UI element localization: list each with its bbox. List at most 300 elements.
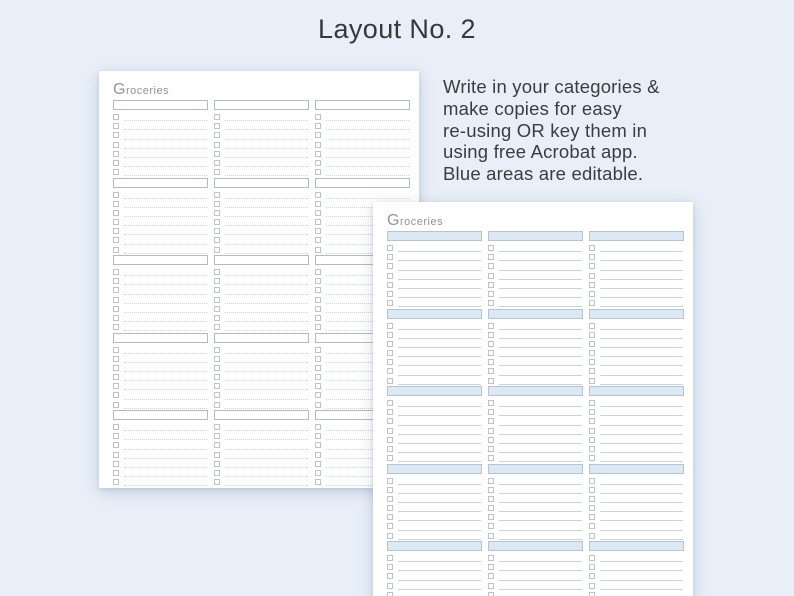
write-line [225,157,308,158]
checkbox-icon [113,247,119,253]
write-line [326,175,409,176]
checkbox-icon [315,228,321,234]
checkbox-icon [488,592,494,596]
category-block [387,464,482,542]
checklist-item [214,131,309,140]
checklist-item [214,150,309,159]
checkbox-icon [387,564,393,570]
checklist-item [488,477,583,486]
checklist-item [214,423,309,432]
checklist-item [387,244,482,253]
checkbox-icon [387,254,393,260]
checkbox-icon [214,402,220,408]
checkbox-icon [387,282,393,288]
category-name-field [214,410,309,420]
write-line [124,129,207,130]
checkbox-icon [315,114,321,120]
write-line [124,166,207,167]
checkbox-icon [315,356,321,362]
checkbox-icon [214,287,220,293]
write-line [499,561,582,562]
checklist-item [488,554,583,563]
write-line [499,375,582,376]
checkbox-icon [589,533,595,539]
write-line [124,408,207,409]
checkbox-icon [589,300,595,306]
checkbox-icon [113,151,119,157]
checklist-item [488,322,583,331]
write-line [398,580,481,581]
checkbox-icon [113,356,119,362]
category-block [488,464,583,542]
checklist-item [488,408,583,417]
sheet-title: Groceries [387,212,444,229]
checkbox-icon [315,151,321,157]
checklist-item [113,391,208,400]
checkbox-icon [387,428,393,434]
write-line [600,251,683,252]
write-line [326,166,409,167]
category-block [387,541,482,596]
checklist-item [387,427,482,436]
checklist-item [387,408,482,417]
checkbox-icon [315,132,321,138]
checklist-item [387,436,482,445]
write-line [225,439,308,440]
checkbox-icon [214,383,220,389]
checkbox-icon [488,418,494,424]
checkbox-icon [488,428,494,434]
checklist-item [387,399,482,408]
write-line [600,306,683,307]
checklist-item [589,253,684,262]
checklist-item [589,582,684,591]
category-block [589,386,684,464]
category-block [589,464,684,542]
checkbox-icon [488,400,494,406]
checklist-item [214,268,309,277]
category-name-field-editable [387,386,482,396]
description-line: Blue areas are editable. [443,163,644,185]
write-line [225,389,308,390]
write-line [499,511,582,512]
category-block [214,178,309,256]
checklist-item [113,305,208,314]
category-name-field [214,100,309,110]
checkbox-icon [214,169,220,175]
checkbox-icon [315,201,321,207]
category-block [113,100,208,178]
checkbox-icon [214,201,220,207]
write-line [225,476,308,477]
checkbox-icon [214,324,220,330]
write-line [326,129,409,130]
write-line [600,356,683,357]
checklist-item [315,168,410,177]
checklist-item [214,401,309,410]
write-line [499,288,582,289]
checklist-item [315,141,410,150]
write-line [398,356,481,357]
write-line [499,425,582,426]
checklist-item [589,244,684,253]
checklist-item [488,572,583,581]
checkbox-icon [214,424,220,430]
checkbox-icon [315,470,321,476]
checkbox-icon [315,247,321,253]
checkbox-icon [113,132,119,138]
checkbox-icon [387,514,393,520]
write-line [600,434,683,435]
checklist-item [214,305,309,314]
checkbox-icon [488,514,494,520]
checkbox-icon [589,368,595,374]
checkbox-icon [113,374,119,380]
checklist-item [589,427,684,436]
checkbox-icon [589,332,595,338]
checkbox-icon [214,278,220,284]
category-block [214,255,309,333]
category-block [488,231,583,309]
checkbox-icon [589,263,595,269]
write-line [124,275,207,276]
checkbox-icon [387,359,393,365]
write-line [398,365,481,366]
checkbox-icon [488,341,494,347]
checklist-item [113,478,208,487]
checkbox-icon [387,523,393,529]
checklist-item [387,340,482,349]
write-line [124,216,207,217]
checkbox-icon [589,282,595,288]
checklist-item [488,340,583,349]
write-line [124,362,207,363]
checklist-item [589,454,684,463]
checklist-item [113,451,208,460]
checklist-item [315,150,410,159]
checkbox-icon [315,297,321,303]
checkbox-icon [488,254,494,260]
checklist-item [488,281,583,290]
checklist-item [589,331,684,340]
checkbox-icon [589,505,595,511]
checklist-item [488,377,583,386]
checklist-item [387,572,482,581]
write-line [600,365,683,366]
checkbox-icon [387,378,393,384]
usage-instructions [443,76,703,185]
write-line [499,329,582,330]
category-name-field [113,410,208,420]
write-line [225,362,308,363]
category-name-field-editable [589,541,684,551]
category-name-field-editable [488,464,583,474]
category-name-field-editable [589,386,684,396]
checkbox-icon [488,573,494,579]
category-name-field-editable [488,386,583,396]
write-line [499,580,582,581]
checkbox-icon [113,228,119,234]
checklist-item [387,262,482,271]
checkbox-icon [214,392,220,398]
write-line [398,406,481,407]
write-line [124,244,207,245]
checkbox-icon [113,269,119,275]
write-line [225,380,308,381]
write-line [398,589,481,590]
checkbox-icon [214,269,220,275]
write-line [499,406,582,407]
checklist-item [387,322,482,331]
write-line [326,157,409,158]
category-block [589,541,684,596]
category-block [387,386,482,464]
checklist-item [488,331,583,340]
write-line [225,330,308,331]
checklist-item [315,159,410,168]
checklist-item [214,382,309,391]
checkbox-icon [113,470,119,476]
checkbox-icon [488,533,494,539]
checkbox-icon [387,332,393,338]
category-block [387,309,482,387]
write-line [600,452,683,453]
write-line [225,449,308,450]
checklist-item [113,469,208,478]
checklist-item [214,391,309,400]
checkbox-icon [589,592,595,596]
checklist-item [113,314,208,323]
checklist-item [488,445,583,454]
checkbox-icon [214,219,220,225]
checklist-item [113,150,208,159]
checkbox-icon [387,291,393,297]
checklist-item [387,417,482,426]
checkbox-icon [315,402,321,408]
checkbox-icon [589,437,595,443]
checkbox-icon [488,350,494,356]
checklist-item [113,364,208,373]
checkbox-icon [589,341,595,347]
write-line [499,306,582,307]
checklist-item [113,209,208,218]
checkbox-icon [589,555,595,561]
checklist-item [387,299,482,308]
checklist-item [214,314,309,323]
checkbox-icon [113,192,119,198]
write-line [225,216,308,217]
checklist-item [488,454,583,463]
write-line [499,484,582,485]
write-line [398,384,481,385]
checkbox-icon [488,478,494,484]
category-block [387,231,482,309]
write-line [398,338,481,339]
write-line [600,338,683,339]
checkbox-icon [214,210,220,216]
write-line [398,530,481,531]
checklist-item [113,200,208,209]
write-line [600,561,683,562]
write-line [600,570,683,571]
checkbox-icon [589,359,595,365]
checklist-item [589,367,684,376]
checkbox-icon [214,192,220,198]
checklist-item [387,272,482,281]
checkbox-icon [214,228,220,234]
write-line [398,279,481,280]
checkbox-icon [315,210,321,216]
checklist-item [113,122,208,131]
checkbox-icon [589,409,595,415]
checkbox-icon [315,383,321,389]
checklist-item [214,346,309,355]
category-block [113,410,208,488]
checkbox-icon [113,278,119,284]
checkbox-icon [589,291,595,297]
checkbox-icon [113,452,119,458]
write-line [398,452,481,453]
write-line [600,270,683,271]
checklist-item [589,358,684,367]
category-name-field [214,178,309,188]
write-line [124,157,207,158]
checklist-item [315,122,410,131]
checklist-item [113,141,208,150]
write-line [124,294,207,295]
write-line [600,384,683,385]
write-line [225,148,308,149]
checkbox-icon [315,306,321,312]
checkbox-icon [488,496,494,502]
checkbox-icon [214,142,220,148]
checklist-item [387,513,482,522]
checkbox-icon [315,365,321,371]
checklist-item [589,572,684,581]
write-line [124,439,207,440]
checkbox-icon [113,479,119,485]
write-line [225,166,308,167]
write-line [398,288,481,289]
checkbox-icon [488,263,494,269]
write-line [499,493,582,494]
checklist-item [214,168,309,177]
checklist-item [113,268,208,277]
write-line [225,312,308,313]
write-line [124,330,207,331]
checkbox-icon [589,418,595,424]
write-line [398,502,481,503]
checklist-item [214,460,309,469]
checklist-item [488,299,583,308]
write-line [499,570,582,571]
checklist-item [589,281,684,290]
category-block [589,231,684,309]
checkbox-icon [488,505,494,511]
checkbox-icon [589,428,595,434]
checkbox-icon [113,169,119,175]
checklist-item [488,262,583,271]
write-line [398,270,481,271]
checklist-item [214,113,309,122]
checklist-item [488,582,583,591]
checklist-item [214,296,309,305]
category-grid [387,231,684,596]
checkbox-icon [589,446,595,452]
checklist-item [214,236,309,245]
description-line: Write in your categories & [443,76,660,97]
checklist-item [113,432,208,441]
write-line [600,443,683,444]
checklist-item [488,522,583,531]
checklist-item [387,454,482,463]
category-block [488,309,583,387]
write-line [398,434,481,435]
write-line [499,589,582,590]
write-line [124,389,207,390]
category-block [589,309,684,387]
write-line [225,120,308,121]
checkbox-icon [113,433,119,439]
write-line [225,129,308,130]
write-line [398,570,481,571]
write-line [398,260,481,261]
category-name-field [113,333,208,343]
write-line [600,425,683,426]
checkbox-icon [488,555,494,561]
checkbox-icon [387,496,393,502]
checkbox-icon [589,487,595,493]
write-line [499,452,582,453]
checkbox-icon [589,573,595,579]
checkbox-icon [315,392,321,398]
write-line [398,425,481,426]
write-line [398,511,481,512]
write-line [499,502,582,503]
checklist-item [488,563,583,572]
checklist-item [113,346,208,355]
category-block [113,333,208,411]
write-line [225,321,308,322]
category-grid [113,100,410,488]
write-line [499,260,582,261]
checkbox-icon [488,359,494,365]
write-line [398,329,481,330]
checkbox-icon [113,237,119,243]
checklist-item [214,191,309,200]
checkbox-icon [589,254,595,260]
write-line [600,415,683,416]
checkbox-icon [214,237,220,243]
checklist-item [387,358,482,367]
checklist-item [387,349,482,358]
category-name-field-editable [488,231,583,241]
checklist-item [214,451,309,460]
checklist-item [589,445,684,454]
checklist-item [214,246,309,255]
checklist-item [488,399,583,408]
write-line [499,251,582,252]
write-line [600,511,683,512]
write-line [600,375,683,376]
checklist-item [488,427,583,436]
write-line [499,539,582,540]
write-line [600,329,683,330]
write-line [124,225,207,226]
checklist-item [214,218,309,227]
checklist-item [113,323,208,332]
checkbox-icon [488,378,494,384]
